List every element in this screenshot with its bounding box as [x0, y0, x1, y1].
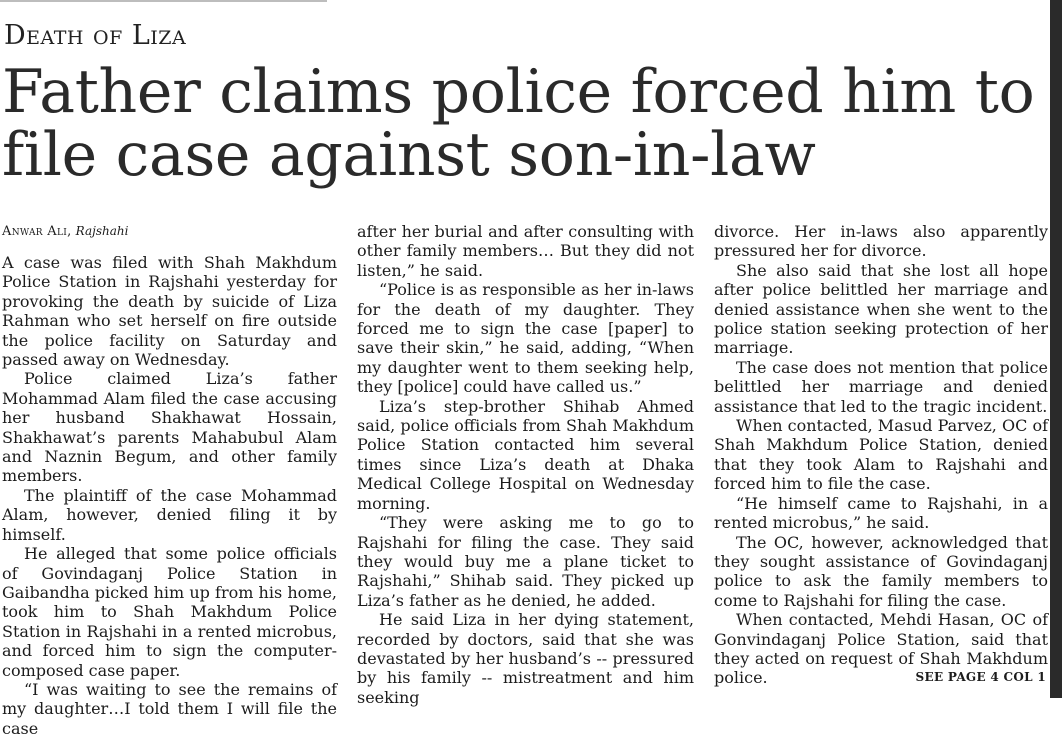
paragraph: after her burial and after consulting with other family members… But they did not listen,” he said. — [357, 222, 694, 280]
paragraph: “Police is as responsible as her in-laws for the death of my daughter. They forced me to sign the case [paper] to save their skin,” he said, adding, “When my daughter went to them seeking help, they [police] could have called us.” — [357, 280, 694, 397]
top-rule — [0, 0, 327, 2]
article-column-2 — [357, 222, 694, 707]
paragraph: divorce. Her in-laws also apparently pressured her for divorce. — [714, 222, 1048, 261]
paragraph: He alleged that some police officials of Govindaganj Police Station in Gaibandha picked him up from his home, took him to Shah Makhdum Police Station in Rajshahi in a rented microbus, and forced him to sign the computer-composed case paper. — [2, 544, 337, 680]
section-kicker: Death of Liza — [4, 20, 187, 51]
paragraph: The OC, however, acknowledged that they sought assistance of Govindaganj police to ask the family members to come to Rajshahi for filing the case. — [714, 532, 1048, 610]
paragraph: Police claimed Liza’s father Mohammad Alam filed the case accusing her husband Shakhawat Hossain, Shakhawat’s parents Mahabubul Alam and Naznin Begum, and other family members. — [2, 369, 337, 486]
article-column-1 — [2, 222, 337, 738]
paragraph: “They were asking me to go to Rajshahi for filing the case. They said they would buy me a plane ticket to Rajshahi,” Shihab said. They picked up Liza’s father as he denied, he added. — [357, 513, 694, 610]
byline-place: Rajshahi — [75, 224, 129, 238]
paragraph: The case does not mention that police belittled her marriage and denied assistance that led to the tragic incident. — [714, 357, 1048, 416]
headline: Father claims police forced him to file case against son-in-law — [2, 57, 1035, 190]
paragraph: He said Liza in her dying statement, recorded by doctors, said that she was devastated by her husband’s -- pressured by his family -- mistreatment and him seeking — [357, 610, 694, 707]
paragraph: She also said that she lost all hope after police belittled her marriage and denied assistance when she went to the police station seeking protection of her marriage. — [714, 260, 1048, 358]
paragraph: “He himself came to Rajshahi, in a rented microbus,” he said. — [714, 493, 1048, 533]
paragraph: When contacted, Mehdi Hasan, OC of Gonvindaganj Police Station, said that they acted on request of Shah Makhdum police. — [714, 610, 1048, 688]
paragraph: Liza’s step-brother Shihab Ahmed said, police officials from Shah Makhdum Police Station contacted him several times since Liza’s death at Dhaka Medical College Hospital on Wednesday morning. — [357, 396, 694, 513]
paragraph: The plaintiff of the case Mohammad Alam, however, denied filing it by himself. — [2, 485, 337, 544]
byline-author: Anwar Ali, — [2, 224, 72, 239]
paragraph: A case was filed with Shah Makhdum Police Station in Rajshahi yesterday for provoking the death by suicide of Liza Rahman who set herself on fire outside the police facility on Saturday and passed away on Wednesday. — [2, 253, 337, 370]
paragraph: When contacted, Masud Parvez, OC of Shah Makhdum Police Station, denied that they took Alam to Rajshahi and forced him to file the case. — [714, 416, 1048, 494]
article-column-3 — [714, 222, 1048, 688]
continuation-jump: SEE PAGE 4 COL 1 — [915, 670, 1046, 684]
paragraph: “I was waiting to see the remains of my daughter…I told them I will file the case — [2, 679, 337, 738]
byline — [2, 222, 337, 241]
page-edge-bar — [1050, 0, 1062, 698]
